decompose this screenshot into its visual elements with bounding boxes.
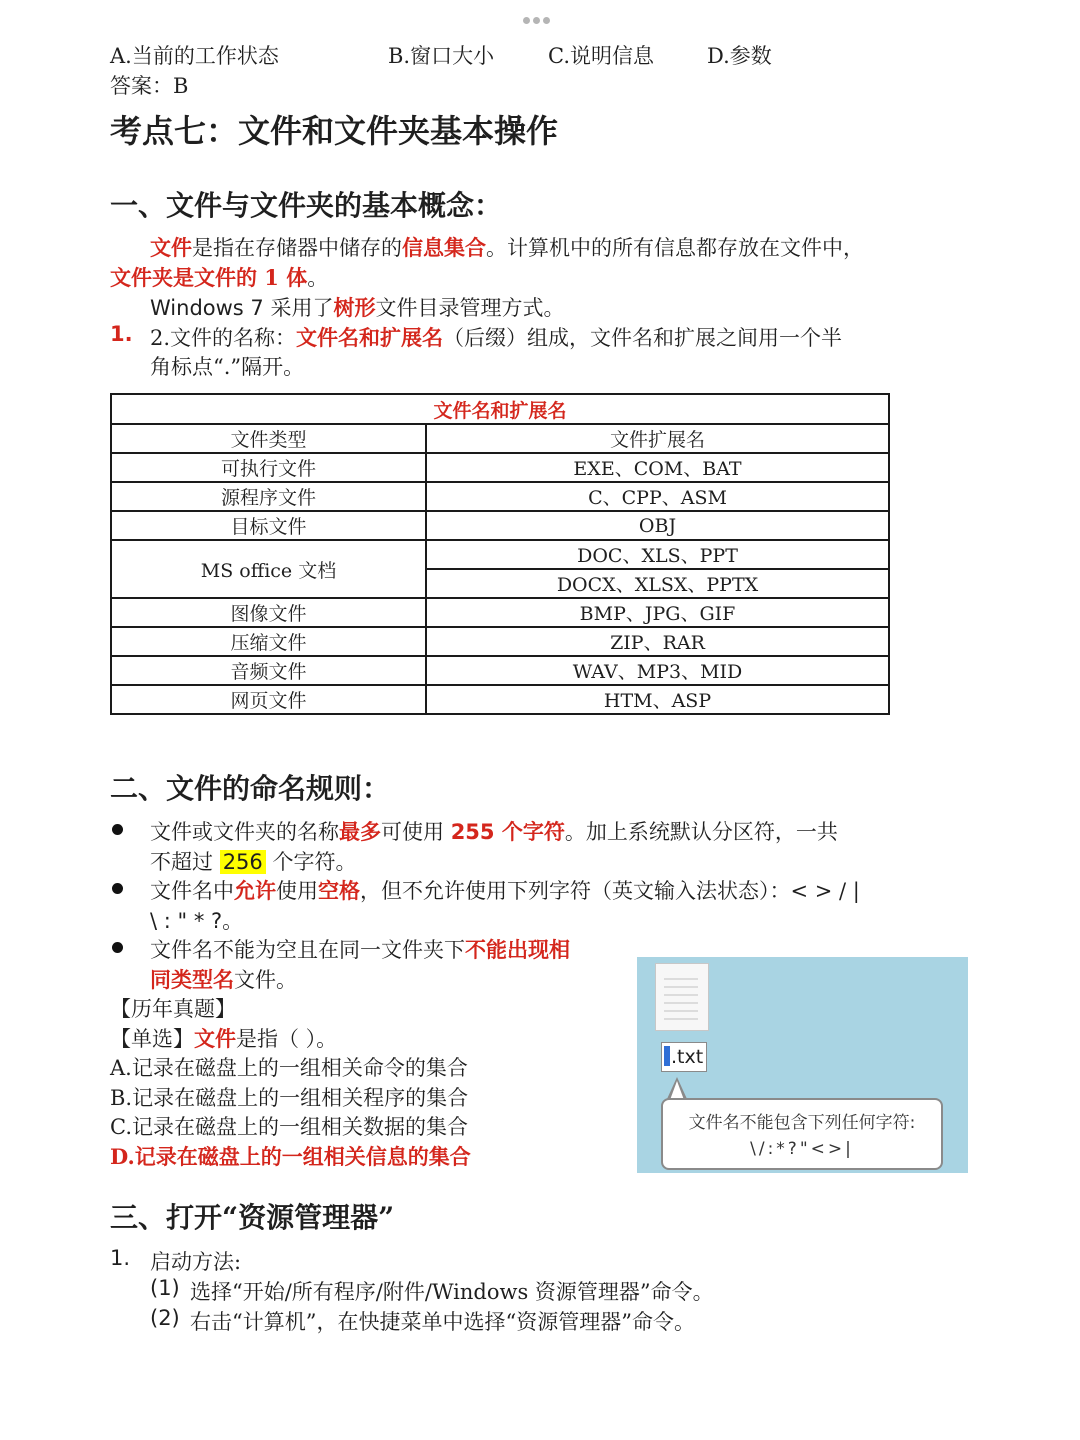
table-row: 目标文件 OBJ (111, 511, 889, 540)
table-row: 音频文件 WAV、MP3、MID (111, 656, 889, 685)
exam-question: 【单选】文件是指（ ）。 (110, 1026, 338, 1051)
table-title: 文件名和扩展名 (111, 394, 889, 424)
bullet-icon (112, 824, 123, 835)
error-tooltip (661, 1098, 943, 1170)
section2-heading: 二、文件的命名规则： (110, 772, 391, 805)
paragraph-file-name-cont: 角标点“.”隔开。 (150, 355, 305, 379)
step-text: 选择“开始/所有程序/附件/Windows 资源管理器”命令。 (190, 1280, 714, 1304)
paragraph-file-definition: 文件是指在存储器中储存的信息集合。计算机中的所有信息都存放在文件中， (150, 235, 864, 260)
bullet-icon (112, 883, 123, 894)
step-text: 右击“计算机”，在快捷菜单中选择“资源管理器”命令。 (190, 1310, 695, 1334)
rename-error-screenshot (637, 957, 968, 1173)
table-row: MS office 文档 DOC、XLS、PPT (111, 540, 889, 569)
table-row: 可执行文件 EXE、COM、BAT (111, 453, 889, 482)
table-row: 源程序文件 C、CPP、ASM (111, 482, 889, 511)
prev-option-b: B.窗口大小 (388, 44, 495, 68)
table-row: 网页文件 HTM、ASP (111, 685, 889, 714)
exam-option-a: A.记录在磁盘上的一组相关命令的集合 (110, 1056, 468, 1080)
table-row: DOCX、XLSX、PPTX (111, 569, 889, 598)
rule-allowed-chars-cont: \ : " * ?。 (150, 909, 244, 933)
exam-option-d: D.记录在磁盘上的一组相关信息的集合 (110, 1144, 471, 1169)
section3-heading: 三、打开“资源管理器” (110, 1201, 395, 1234)
table-row: 图像文件 BMP、JPG、GIF (111, 598, 889, 627)
prev-option-d: D.参数 (707, 44, 772, 68)
rule-max-length-cont: 不超过 256 个字符。 (150, 850, 357, 874)
table-row: 压缩文件 ZIP、RAR (111, 627, 889, 656)
exam-option-c: C.记录在磁盘上的一组相关数据的集合 (110, 1115, 468, 1139)
rule-max-length: 文件或文件夹的名称最多可使用 255 个字符。加上系统默认分区符，一共 (150, 819, 838, 844)
paragraph-file-name: 2.文件的名称：文件名和扩展名（后缀）组成，文件名和扩展之间用一个半 (150, 325, 843, 350)
prev-answer: 答案：B (110, 74, 189, 98)
rule-allowed-chars: 文件名中允许使用空格，但不允许使用下列字符（英文输入法状态）：< > / | (150, 878, 860, 903)
extension-table (110, 393, 890, 715)
paragraph-tree-structure: Windows 7 采用了树形文件目录管理方式。 (150, 295, 565, 320)
text-file-icon (655, 963, 709, 1031)
step-number: (2) (150, 1306, 180, 1330)
filename-field: .txt (661, 1042, 707, 1072)
prev-option-c: C.说明信息 (548, 44, 654, 68)
topic-title: 考点七：文件和文件夹基本操作 (110, 112, 559, 150)
paragraph-folder-definition: 文件夹是文件的 1 体。 (110, 265, 329, 290)
bullet-icon (112, 942, 123, 953)
exam-option-b: B.记录在磁盘上的一组相关程序的集合 (110, 1086, 469, 1110)
start-method-label: 启动方法: (150, 1250, 242, 1274)
list-number: 1. (110, 322, 133, 346)
step-number: (1) (150, 1276, 180, 1300)
table-header: 文件类型 (111, 424, 426, 453)
prev-option-a: A.当前的工作状态 (110, 44, 279, 68)
tooltip-line2: \/:*?"<>| (750, 1139, 854, 1159)
list-number: 1. (110, 1246, 131, 1270)
more-options-icon[interactable] (523, 9, 553, 28)
table-header: 文件扩展名 (426, 424, 889, 453)
tooltip-line1: 文件名不能包含下列任何字符: (688, 1113, 916, 1133)
rule-no-duplicates: 文件名不能为空且在同一文件夹下不能出现相 (150, 937, 570, 962)
rule-no-duplicates-cont: 同类型名文件。 (150, 967, 297, 992)
exam-label: 【历年真题】 (110, 997, 236, 1021)
section1-heading: 一、文件与文件夹的基本概念： (110, 189, 503, 222)
